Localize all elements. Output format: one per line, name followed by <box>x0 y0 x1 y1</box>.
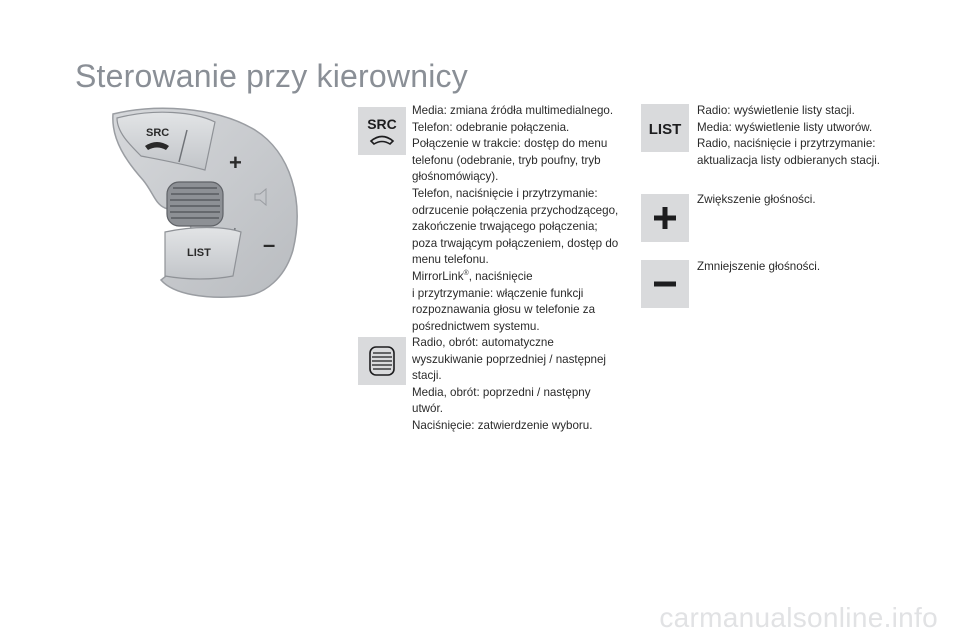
plus-label: + <box>229 150 242 175</box>
list-icon-box <box>641 104 689 152</box>
src-description-mirror-sup: ® <box>463 270 469 278</box>
src-button-label: SRC <box>146 127 170 139</box>
list-button-label: LIST <box>187 247 211 259</box>
minus-label: – <box>263 232 276 257</box>
watermark: carmanualsonline.info <box>659 602 938 633</box>
page-title: Sterowanie przy kierownicy <box>75 58 468 94</box>
minus-icon <box>650 269 680 299</box>
list-description: Radio: wyświetlenie listy stacji. Media: wyświetlenie listy utworów. Radio, naciśnięcie i przytrzymanie: aktualizacja listy odbieranych stacji. <box>697 104 881 167</box>
plus-description: Zwiększenie głośności. <box>697 193 816 206</box>
src-description-mirror-rest: , naciśnięcie i przytrzymanie: włączenie funkcji rozpoznawania głosu w telefonie za pośrednictwem systemu. <box>412 269 596 333</box>
wheel-description: Radio, obrót: automatyczne wyszukiwanie poprzedniej / następnej stacji. Media, obrót: poprzedni / następny utwór. Naciśnięcie: zatwierdzenie wyboru. <box>412 336 606 432</box>
minus-icon-box <box>641 260 689 308</box>
steering-control-illustration <box>95 100 325 300</box>
minus-description: Zmniejszenie głośności. <box>697 260 821 273</box>
steering-control-drawing <box>95 100 325 300</box>
thumbwheel-shape <box>167 182 223 226</box>
src-description-mirror: MirrorLink <box>412 269 464 283</box>
list-icon-label: LIST <box>648 121 682 138</box>
thumbwheel-icon <box>365 344 399 378</box>
plus-icon <box>650 203 680 233</box>
src-icon-box <box>358 107 406 155</box>
src-description <box>412 103 624 335</box>
wheel-icon-box <box>358 337 406 385</box>
src-phone-icon <box>362 113 402 149</box>
src-description-main: Media: zmiana źródła multimedialnego. Telefon: odebranie połączenia. Połączenie w trakcie: dostęp do menu telefonu (odebranie, tryb poufny, tryb głośnomówiący). Telefon, naciśnięcie i przytrzymanie: odrzucenie połączenia przychodzącego, zakończenie trwającego połączenia; poza trwającym połączeniem, dostęp do menu telefonu. <box>412 104 619 267</box>
plus-icon-box <box>641 194 689 242</box>
list-icon <box>643 113 687 143</box>
src-icon-label: SRC <box>367 116 397 132</box>
